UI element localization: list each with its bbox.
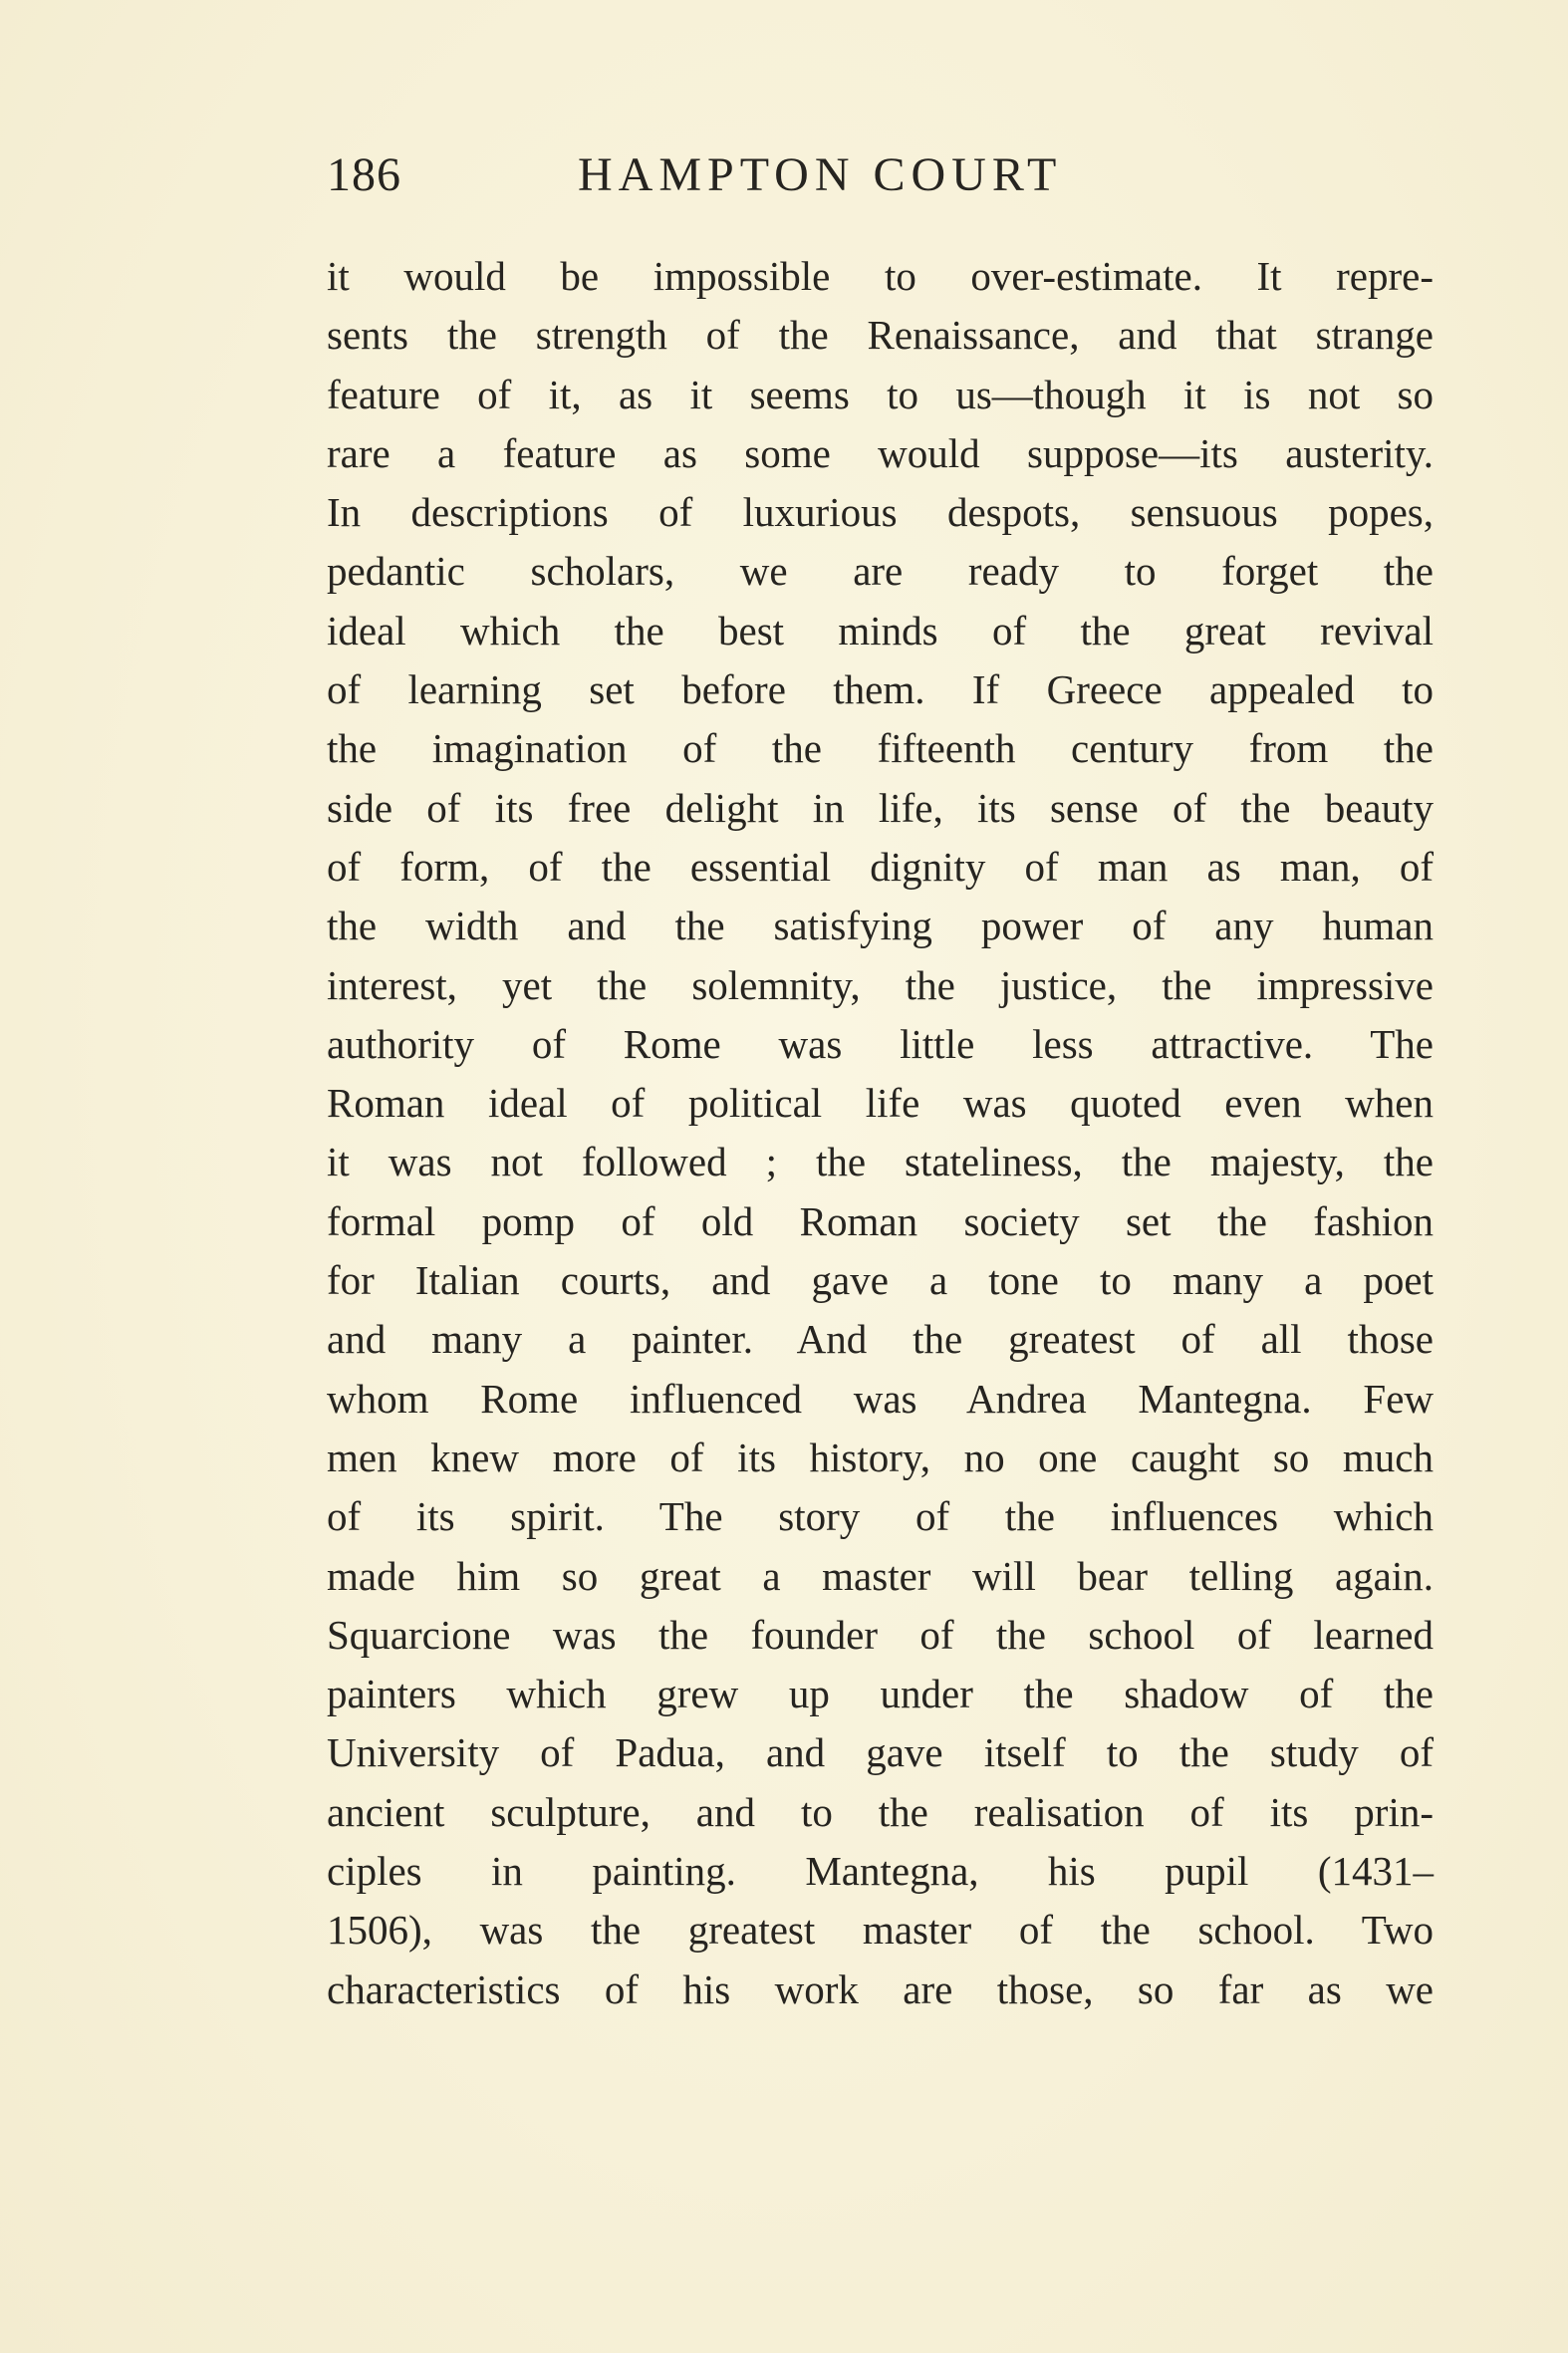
- text-line: ciples in painting. Mantegna, his pupil (1431–: [327, 1848, 1434, 1895]
- text-line: it was not followed ; the stateliness, the majesty, the: [327, 1139, 1434, 1185]
- text-line: feature of it, as it seems to us—though it is not so: [327, 371, 1434, 417]
- text-line: interest, yet the solemnity, the justice, the impressive: [327, 961, 1434, 1008]
- text-line: for Italian courts, and gave a tone to many a poet: [327, 1257, 1434, 1304]
- text-line: side of its free delight in life, its sense of the beauty: [327, 784, 1434, 831]
- running-title: HAMPTON COURT: [578, 148, 1063, 201]
- text-line: pedantic scholars, we are ready to forget the: [327, 548, 1434, 595]
- text-line: the width and the satisfying power of any human: [327, 903, 1434, 949]
- text-line: of learning set before them. If Greece appealed to: [327, 666, 1434, 713]
- text-line: In descriptions of luxurious despots, sensuous popes,: [327, 489, 1434, 536]
- text-line: ancient sculpture, and to the realisation of its prin-: [327, 1788, 1434, 1835]
- text-line: made him so great a master will bear telling again.: [327, 1552, 1434, 1599]
- text-line: formal pomp of old Roman society set the fashion: [327, 1197, 1434, 1244]
- text-line: of its spirit. The story of the influences which: [327, 1493, 1434, 1540]
- running-head: [327, 145, 1423, 205]
- text-line: painters which grew up under the shadow of the: [327, 1671, 1434, 1717]
- text-line: Squarcione was the founder of the school of learned: [327, 1611, 1434, 1658]
- text-line: sents the strength of the Renaissance, and that strange: [327, 312, 1434, 359]
- text-line: ideal which the best minds of the great revival: [327, 607, 1434, 654]
- body-text: [327, 247, 1434, 2019]
- text-line: characteristics of his work are those, so far as we: [327, 1965, 1434, 2012]
- text-line: University of Padua, and gave itself to the study of: [327, 1729, 1434, 1776]
- text-line: whom Rome influenced was Andrea Mantegna. Few: [327, 1375, 1434, 1422]
- text-line: 1506), was the greatest master of the school. Two: [327, 1907, 1434, 1954]
- text-line: rare a feature as some would suppose—its austerity.: [327, 429, 1434, 476]
- text-line: men knew more of its history, no one caught so much: [327, 1434, 1434, 1480]
- text-line: and many a painter. And the greatest of all those: [327, 1316, 1434, 1363]
- text-line: Roman ideal of political life was quoted even when: [327, 1080, 1434, 1127]
- text-line: authority of Rome was little less attractive. The: [327, 1020, 1434, 1067]
- text-line: it would be impossible to over-estimate. It repre-: [327, 253, 1434, 299]
- page-number: 186: [327, 148, 401, 201]
- text-line: of form, of the essential dignity of man as man, of: [327, 843, 1434, 890]
- text-line: the imagination of the fifteenth century from the: [327, 725, 1434, 772]
